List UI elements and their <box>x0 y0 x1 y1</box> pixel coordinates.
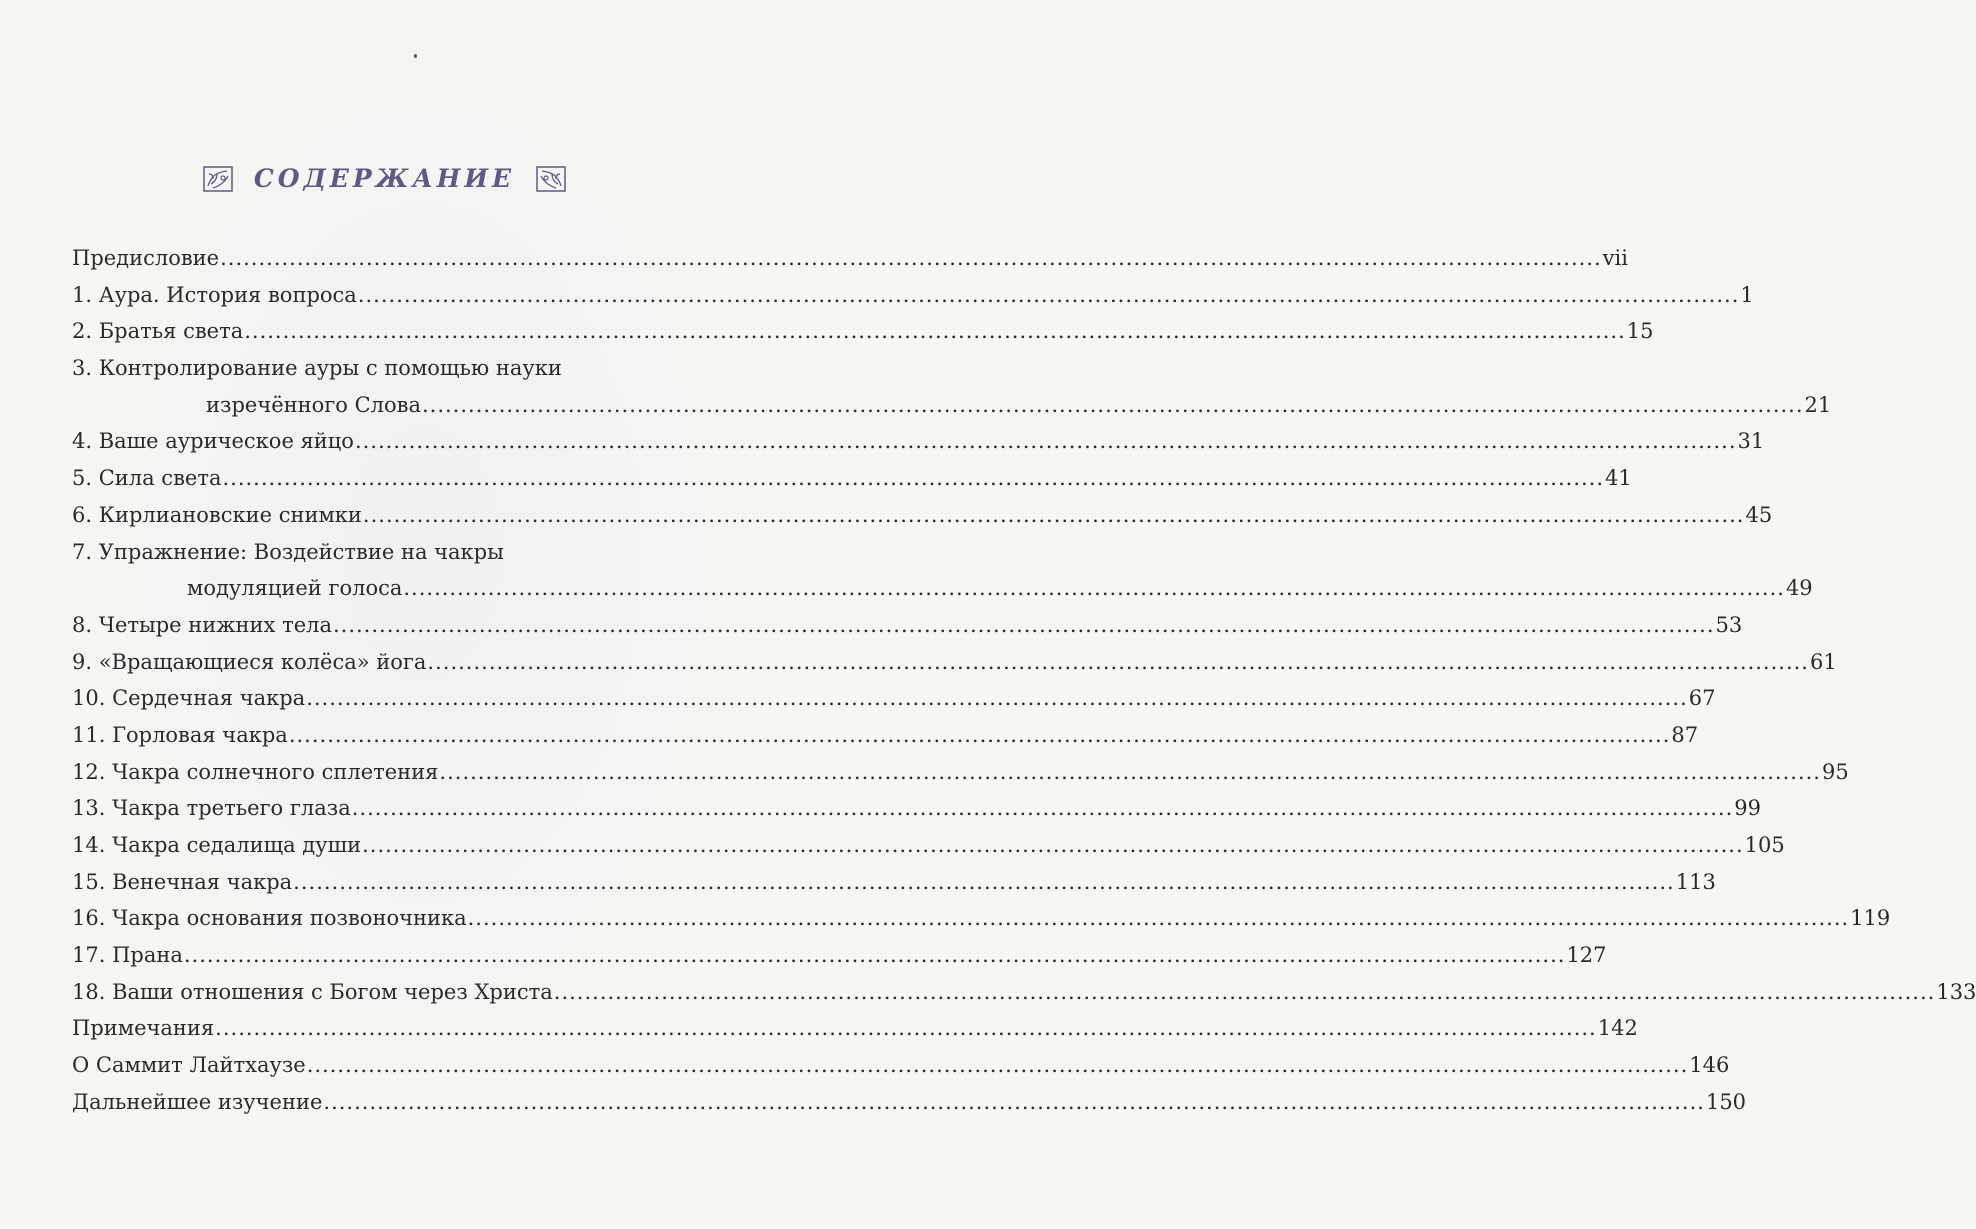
toc-page-number: 113 <box>1675 869 1716 894</box>
dot-leader <box>215 1010 1597 1046</box>
toc-entry-title: 17. Прана <box>72 943 183 968</box>
dot-leader <box>427 644 1809 680</box>
toc-entry-title: 7. Упражнение: Воздействие на чакры <box>72 539 504 564</box>
dot-leader <box>358 277 1740 313</box>
toc-entry <box>72 313 1654 350</box>
toc-entry-title: 13. Чакра третьего глаза <box>72 796 351 821</box>
toc-entry <box>72 827 1785 864</box>
toc-entry-title: 11. Горловая чакра <box>72 722 288 747</box>
toc-entry-title: 1. Аура. История вопроса <box>72 282 357 307</box>
toc-entry <box>72 644 1837 681</box>
toc-page-number: 99 <box>1734 796 1762 821</box>
toc-entry <box>72 974 1976 1011</box>
dot-leader <box>439 754 1821 790</box>
toc-page-number: 21 <box>1804 392 1832 417</box>
toc-entry-title: изречённого Слова <box>206 392 421 417</box>
toc-page-number: 127 <box>1566 943 1607 968</box>
toc-entry-title: 18. Ваши отношения с Богом через Христа <box>72 979 553 1004</box>
dot-leader <box>422 387 1804 423</box>
toc-page-number: 119 <box>1850 906 1891 931</box>
toc-entry-title: модуляцией голоса <box>187 576 403 601</box>
toc-page-number: 150 <box>1705 1089 1747 1114</box>
dot-leader <box>244 313 1626 349</box>
toc-page-number: 146 <box>1689 1053 1730 1078</box>
toc-entry-title: 9. «Вращающиеся колёса» йога <box>72 649 427 674</box>
toc-entry <box>72 937 1607 974</box>
dot-leader <box>362 827 1744 863</box>
toc-entry <box>72 717 1699 754</box>
toc-entry <box>72 534 689 571</box>
toc-entry <box>72 460 1632 497</box>
toc-entry <box>72 790 1762 827</box>
dot-leader <box>220 240 1602 276</box>
toc-page-number: 61 <box>1809 649 1837 674</box>
toc-entry-title: О Саммит Лайтхаузе <box>72 1053 306 1078</box>
toc-page-number: 45 <box>1745 502 1773 527</box>
dot-leader <box>293 864 1675 900</box>
toc-entry-title: 3. Контролирование ауры с помощью науки <box>72 356 562 381</box>
toc-page-number: 142 <box>1597 1016 1638 1041</box>
floral-ornament-right-icon <box>536 166 566 192</box>
toc-entry-title: 14. Чакра седалища души <box>72 833 362 857</box>
toc-page-number: vii <box>1602 246 1628 270</box>
toc-entry-title: 15. Венечная чакра <box>72 869 293 894</box>
table-of-contents <box>72 240 1976 1121</box>
floral-ornament-left-icon <box>203 166 233 192</box>
contents-heading-row <box>0 164 769 204</box>
dot-leader <box>554 974 1936 1010</box>
toc-page-number: 31 <box>1737 429 1765 454</box>
ink-speck <box>414 54 417 58</box>
toc-entry <box>72 350 689 387</box>
toc-entry <box>72 240 1628 277</box>
toc-page-number: 41 <box>1605 466 1632 491</box>
toc-entry-title: 8. Четыре нижних тела <box>72 612 332 637</box>
toc-entry <box>72 680 1716 717</box>
toc-entry-title: Предисловие <box>72 246 220 270</box>
dot-leader <box>333 607 1715 643</box>
toc-entry <box>72 497 1773 534</box>
toc-entry-title: 4. Ваше аурическое яйцо <box>72 429 354 454</box>
toc-page-number: 1 <box>1740 282 1754 307</box>
toc-entry-title: 12. Чакра солнечного сплетения <box>72 759 439 784</box>
dot-leader <box>222 460 1604 496</box>
toc-page-number: 53 <box>1715 612 1743 637</box>
toc-page-number: 87 <box>1671 722 1699 747</box>
toc-page-number: 67 <box>1688 686 1716 711</box>
toc-entry-title: 16. Чакра основания позвоночника <box>72 906 467 931</box>
dot-leader <box>306 680 1688 716</box>
toc-page-number: 105 <box>1744 833 1785 857</box>
toc-entry <box>72 900 1891 937</box>
toc-page-number: 133 <box>1936 979 1976 1004</box>
dot-leader <box>289 717 1671 753</box>
dot-leader <box>363 497 1745 533</box>
toc-entry <box>72 1010 1638 1047</box>
toc-entry-title: Дальнейшее изучение <box>72 1089 323 1114</box>
toc-entry <box>72 1084 1747 1121</box>
dot-leader <box>323 1084 1705 1120</box>
toc-entry-title: Примечания <box>72 1016 215 1041</box>
toc-entry <box>72 864 1716 901</box>
toc-page-number: 95 <box>1821 759 1849 784</box>
toc-entry-title: 5. Сила света <box>72 466 222 491</box>
dot-leader <box>184 937 1566 973</box>
toc-page-number: 15 <box>1626 319 1654 344</box>
dot-leader <box>403 570 1785 606</box>
toc-entry <box>72 387 1832 424</box>
dot-leader <box>352 790 1734 826</box>
toc-entry <box>72 1047 1730 1084</box>
page-title: СОДЕРЖАНИЕ <box>253 164 516 193</box>
toc-entry-title: 10. Сердечная чакра <box>72 686 306 711</box>
toc-entry-title: 2. Братья света <box>72 319 244 344</box>
toc-entry <box>72 754 1849 791</box>
toc-page-number: 49 <box>1785 576 1813 601</box>
toc-entry-title: 6. Кирлиановские снимки <box>72 502 362 527</box>
dot-leader <box>307 1047 1689 1083</box>
toc-entry <box>72 570 1813 607</box>
dot-leader <box>355 423 1737 459</box>
toc-entry <box>72 607 1743 644</box>
toc-entry <box>72 277 1754 314</box>
toc-entry <box>72 423 1765 460</box>
dot-leader <box>468 900 1850 936</box>
